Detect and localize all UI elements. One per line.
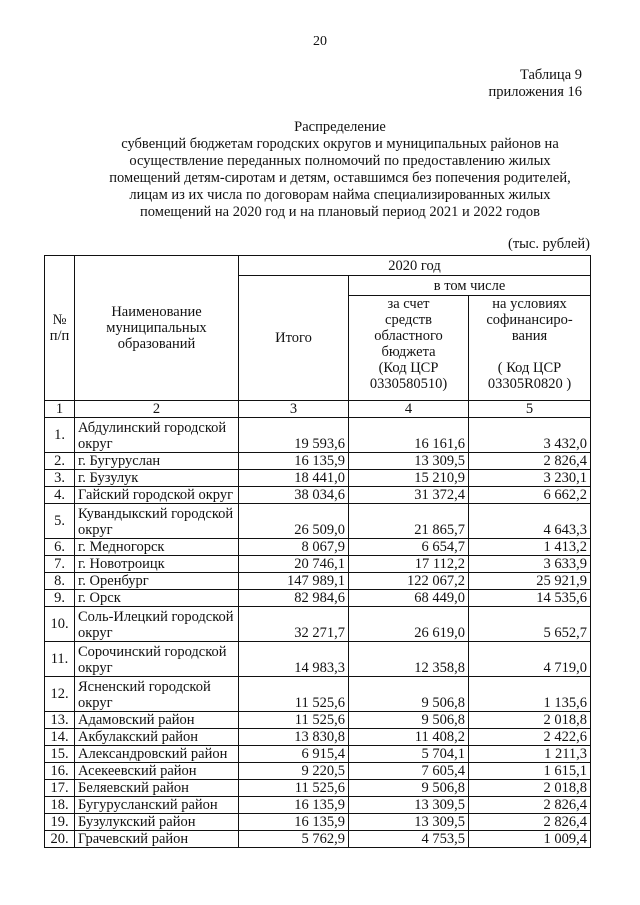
header-cofin-line	[472, 344, 587, 360]
total-cell: 16 135,9	[239, 453, 349, 470]
row-number-cell: 14.	[45, 729, 75, 746]
table-row	[45, 470, 591, 487]
row-number-cell: 6.	[45, 539, 75, 556]
table-row	[45, 780, 591, 797]
total-cell: 32 271,7	[239, 607, 349, 642]
table-reference-line: Таблица 9	[519, 67, 582, 83]
total-cell: 11 525,6	[239, 677, 349, 712]
table-row	[45, 453, 591, 470]
cofinancing-cell: 5 652,7	[469, 607, 591, 642]
table-row	[45, 556, 591, 573]
table-row	[45, 642, 591, 677]
regional-budget-cell: 9 506,8	[349, 780, 469, 797]
table-row	[45, 797, 591, 814]
municipality-name-cell: Адамовский район	[75, 712, 239, 729]
total-cell: 5 762,9	[239, 831, 349, 848]
header-regional-line: 0330580510)	[369, 376, 448, 392]
cofinancing-cell: 2 826,4	[469, 797, 591, 814]
regional-budget-cell: 12 358,8	[349, 642, 469, 677]
cofinancing-cell: 4 719,0	[469, 642, 591, 677]
row-number-cell: 12.	[45, 677, 75, 712]
subvention-table	[44, 255, 591, 848]
row-number-cell: 2.	[45, 453, 75, 470]
cofinancing-cell: 2 826,4	[469, 814, 591, 831]
total-cell: 16 135,9	[239, 797, 349, 814]
total-cell: 18 441,0	[239, 470, 349, 487]
header-year: 2020 год	[239, 256, 591, 276]
municipality-name-cell: г. Бугуруслан	[75, 453, 239, 470]
row-number-cell: 10.	[45, 607, 75, 642]
header-cofinancing	[469, 296, 591, 401]
table-reference-line: приложения 16	[488, 84, 582, 100]
regional-budget-cell: 31 372,4	[349, 487, 469, 504]
row-number-cell: 1.	[45, 418, 75, 453]
regional-budget-cell: 9 506,8	[349, 677, 469, 712]
regional-budget-cell: 15 210,9	[349, 470, 469, 487]
total-cell: 6 915,4	[239, 746, 349, 763]
header-cofin-line: вания	[511, 328, 548, 344]
regional-budget-cell: 21 865,7	[349, 504, 469, 539]
cofinancing-cell: 3 230,1	[469, 470, 591, 487]
municipality-name-cell: Соль-Илецкий городской округ	[75, 607, 239, 642]
total-cell: 20 746,1	[239, 556, 349, 573]
table-row	[45, 504, 591, 539]
cofinancing-cell: 1 413,2	[469, 539, 591, 556]
header-total: Итого	[239, 276, 349, 401]
cofinancing-cell: 25 921,9	[469, 573, 591, 590]
municipality-name-cell: Асекеевский район	[75, 763, 239, 780]
total-cell: 9 220,5	[239, 763, 349, 780]
municipality-name-cell: Ясненский городской округ	[75, 677, 239, 712]
cofinancing-cell: 6 662,2	[469, 487, 591, 504]
header-including: в том числе	[349, 276, 591, 296]
regional-budget-cell: 122 067,2	[349, 573, 469, 590]
cofinancing-cell: 14 535,6	[469, 590, 591, 607]
table-row	[45, 487, 591, 504]
header-regional-line: бюджета	[381, 344, 436, 360]
municipality-name-cell: г. Оренбург	[75, 573, 239, 590]
row-number-cell: 3.	[45, 470, 75, 487]
municipality-name-cell: Беляевский район	[75, 780, 239, 797]
column-number: 5	[469, 401, 591, 418]
row-number-cell: 13.	[45, 712, 75, 729]
row-number-cell: 9.	[45, 590, 75, 607]
table-row	[45, 677, 591, 712]
cofinancing-cell: 2 018,8	[469, 780, 591, 797]
table-row	[45, 763, 591, 780]
cofinancing-cell: 3 633,9	[469, 556, 591, 573]
row-number-cell: 7.	[45, 556, 75, 573]
table-row	[45, 418, 591, 453]
row-number-cell: 18.	[45, 797, 75, 814]
total-cell: 11 525,6	[239, 780, 349, 797]
row-number-cell: 11.	[45, 642, 75, 677]
regional-budget-cell: 9 506,8	[349, 712, 469, 729]
cofinancing-cell: 4 643,3	[469, 504, 591, 539]
column-number: 1	[45, 401, 75, 418]
row-number-cell: 4.	[45, 487, 75, 504]
title-line: помещений детям-сиротам и детям, оставшимся без попечения родителей,	[109, 170, 571, 186]
title-line: осуществление переданных полномочий по предоставлению жилых	[129, 153, 551, 169]
table-row	[45, 831, 591, 848]
cofinancing-cell: 1 009,4	[469, 831, 591, 848]
row-number-cell: 19.	[45, 814, 75, 831]
units-label: (тыс. рублей)	[508, 236, 590, 252]
row-number-cell: 5.	[45, 504, 75, 539]
header-num-line: №	[52, 312, 67, 328]
total-cell: 26 509,0	[239, 504, 349, 539]
header-name-line: муниципальных	[106, 320, 207, 336]
table-row	[45, 607, 591, 642]
municipality-name-cell: г. Медногорск	[75, 539, 239, 556]
total-cell: 147 989,1	[239, 573, 349, 590]
title-line: субвенций бюджетам городских округов и муниципальных районов на	[121, 136, 559, 152]
header-cofin-line: софинансиро-	[486, 312, 573, 328]
document-title	[90, 119, 590, 221]
column-number: 2	[75, 401, 239, 418]
regional-budget-cell: 6 654,7	[349, 539, 469, 556]
regional-budget-cell: 68 449,0	[349, 590, 469, 607]
total-cell: 13 830,8	[239, 729, 349, 746]
title-line: помещений на 2020 год и на плановый период 2021 и 2022 годов	[140, 204, 540, 220]
header-name-line: Наименование	[111, 304, 202, 320]
header-cofin-line: ( Код ЦСР	[497, 360, 562, 376]
row-number-cell: 20.	[45, 831, 75, 848]
table-row	[45, 590, 591, 607]
municipality-name-cell: Грачевский район	[75, 831, 239, 848]
cofinancing-cell: 1 211,3	[469, 746, 591, 763]
cofinancing-cell: 1 615,1	[469, 763, 591, 780]
column-number: 4	[349, 401, 469, 418]
page-number: 20	[313, 34, 327, 49]
table-row	[45, 729, 591, 746]
header-cofin-line: 03305R0820 )	[487, 376, 572, 392]
total-cell: 11 525,6	[239, 712, 349, 729]
cofinancing-cell: 2 826,4	[469, 453, 591, 470]
header-regional-line: средств	[385, 312, 432, 328]
table-row	[45, 746, 591, 763]
cofinancing-cell: 2 422,6	[469, 729, 591, 746]
row-number-cell: 17.	[45, 780, 75, 797]
header-regional-line: за счет	[387, 296, 430, 312]
regional-budget-cell: 13 309,5	[349, 797, 469, 814]
municipality-name-cell: Акбулакский район	[75, 729, 239, 746]
total-cell: 82 984,6	[239, 590, 349, 607]
row-number-cell: 16.	[45, 763, 75, 780]
municipality-name-cell: Гайский городской округ	[75, 487, 239, 504]
table-row	[45, 814, 591, 831]
total-cell: 8 067,9	[239, 539, 349, 556]
regional-budget-cell: 7 605,4	[349, 763, 469, 780]
table-reference	[489, 67, 582, 101]
cofinancing-cell: 2 018,8	[469, 712, 591, 729]
total-cell: 38 034,6	[239, 487, 349, 504]
regional-budget-cell: 16 161,6	[349, 418, 469, 453]
municipality-name-cell: Абдулинский городской округ	[75, 418, 239, 453]
municipality-name-cell: г. Новотроицк	[75, 556, 239, 573]
table-row	[45, 539, 591, 556]
municipality-name-cell: Кувандыкский городской округ	[75, 504, 239, 539]
regional-budget-cell: 5 704,1	[349, 746, 469, 763]
municipality-name-cell: г. Бузулук	[75, 470, 239, 487]
table-row	[45, 573, 591, 590]
header-name-line: образований	[117, 336, 196, 352]
header-regional-line: (Код ЦСР	[378, 360, 439, 376]
header-regional-line: областного	[374, 328, 443, 344]
table-body	[45, 418, 591, 848]
column-number: 3	[239, 401, 349, 418]
cofinancing-cell: 3 432,0	[469, 418, 591, 453]
header-name	[75, 256, 239, 401]
header-regional	[349, 296, 469, 401]
municipality-name-cell: Бузулукский район	[75, 814, 239, 831]
regional-budget-cell: 11 408,2	[349, 729, 469, 746]
title-line: лицам из их числа по договорам найма специализированных жилых	[129, 187, 551, 203]
header-num	[45, 256, 75, 401]
row-number-cell: 8.	[45, 573, 75, 590]
table-row	[45, 712, 591, 729]
municipality-name-cell: Бугурусланский район	[75, 797, 239, 814]
header-cofin-line: на условиях	[492, 296, 567, 312]
municipality-name-cell: Сорочинский городской округ	[75, 642, 239, 677]
regional-budget-cell: 17 112,2	[349, 556, 469, 573]
municipality-name-cell: г. Орск	[75, 590, 239, 607]
regional-budget-cell: 26 619,0	[349, 607, 469, 642]
cofinancing-cell: 1 135,6	[469, 677, 591, 712]
total-cell: 16 135,9	[239, 814, 349, 831]
header-num-line: п/п	[49, 328, 70, 344]
row-number-cell: 15.	[45, 746, 75, 763]
total-cell: 14 983,3	[239, 642, 349, 677]
regional-budget-cell: 4 753,5	[349, 831, 469, 848]
total-cell: 19 593,6	[239, 418, 349, 453]
municipality-name-cell: Александровский район	[75, 746, 239, 763]
title-line: Распределение	[294, 119, 386, 135]
regional-budget-cell: 13 309,5	[349, 453, 469, 470]
regional-budget-cell: 13 309,5	[349, 814, 469, 831]
